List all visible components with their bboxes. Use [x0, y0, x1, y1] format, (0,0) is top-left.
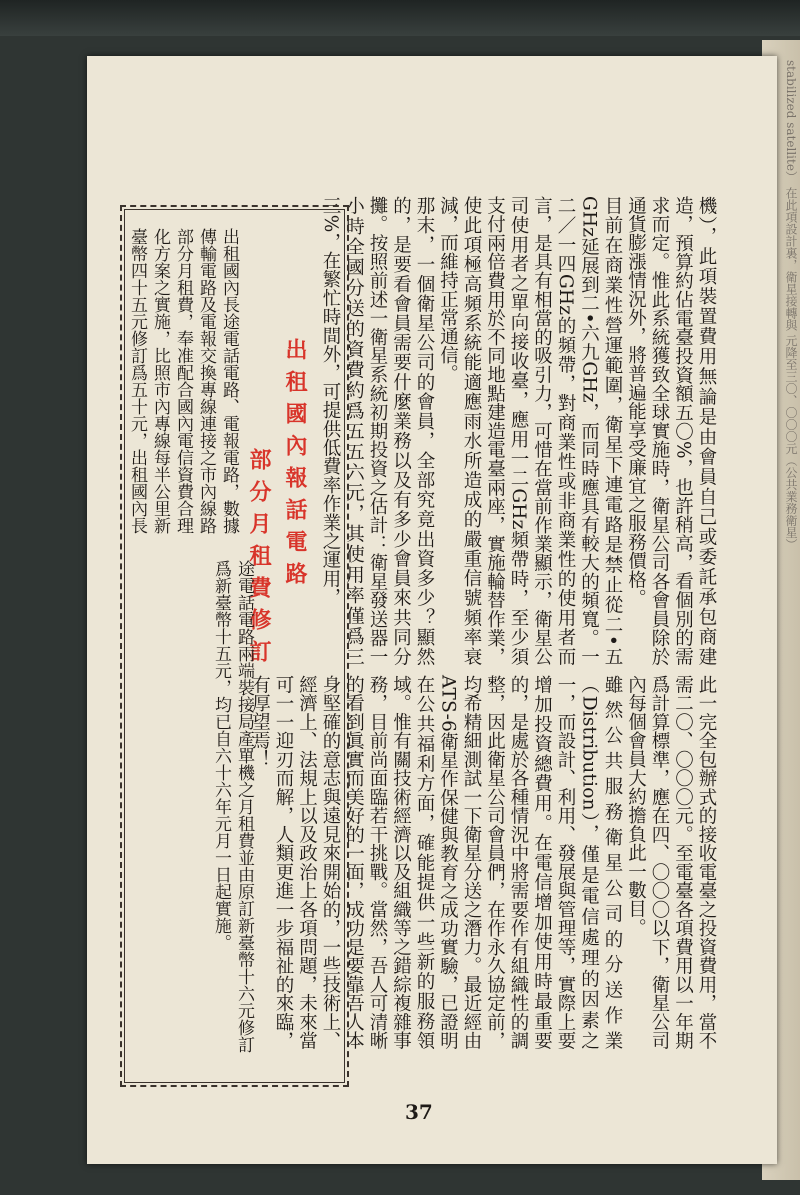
notice-title-line1: 出租國內報話電路: [282, 338, 308, 594]
notice-body-bottom: 途電話電路兩端裝接局產單機之月租費並由原訂新臺幣十六元修訂爲新臺幣十五元，均已自六十六年元月一日起實施。: [211, 560, 254, 1053]
article-text-top: 機），此項裝置費用無論是由會員自己或委託承包商建造，預算約佔電臺投資額五〇%，也許稍高，看個別的需求而定。惟此系統獲致全球實施時，衛星公司各會員除於通貨膨漲情況外，將普遍能享受廉宜之服務價格。 目前在商業性營運範圍，衛星下連電路是禁止從二•五GHz延展到二•六九GHz，而同時應具有較大的頻寬。一二／一四GHz的頻帶，對商業性或非商業性的使用者而言，是具有相當的吸引力，可惜在當前作業顯示，衛星公司使用者之單向接收臺，應用一二GHz頻帶時，至少須支付兩倍費用於不同地點建造電臺兩座，實施輪替作業，使此項極高頻系統能適應雨水所造成的嚴重信號頻率衰減，而維持正常通信。 那末，一個衛星公司的會員，全部究竟出資多少？顯然的，是要看會員需要什麼業務以及有多少會員來共同分攤。按照前述一衛星系統初期投資之估計：衛星發送器一小時全國分送的資費約爲五五六元，其使用率僅爲三三%，在繁忙時間外，可提供低費率作業之運用，: [320, 196, 717, 666]
adjacent-page-text: stabilized satellite） 在此項設計裏，衛星接轉與 元降至三〇、〇〇〇元（公共業務衛星）: [784, 60, 798, 551]
notice-title-line2: 部分月租費修訂: [246, 448, 272, 672]
article-text-bottom: 此一完全包辦式的接收電臺之投資費用，當不需二〇、〇〇〇元。至電臺各項費用以一年期爲計算標準，應在四、〇〇〇以下，衛星公司內每個會員大約擔負此一數目。 雖然公共服務衛星公司的分送作業（Distribution），僅是電信處理的因素之一，而設計、利用、發展與管理等，實際上要增加投資總費用。在電信增加使用時最重要的，是處於各種情況中將需要作有組織性的調整，因此衛星公司會員們，在作永久協定前，均希精細測試一下衛星分送之潛力。最近經由ATS-6衛星作保健與教育之成功實驗，已證明在公共福利方面，確能提供一些新的服務領域。惟有關技術經濟以及組織等之錯綜複雜事務，目前尚面臨若干挑戰。當然，吾人可清晰的看到眞實而美好的一面，成功是要靠吾人本身堅確的意志與遠見來開始的，一些技術上、經濟上、法規上以及政治上各項問題，未來當可一一迎刃而解，人類更進一步福祉的來臨，有厚望焉！: [249, 675, 717, 1050]
page-number: 37: [405, 1100, 433, 1124]
book-spine-top: [0, 0, 800, 36]
notice-body-top: 出租國內長途電話電路、電報電路，數據傳輸電路及電報交換專線連接之市內線路部分月租費，奉准配合國內電信資費合理化方案之實施，比照市內專線每半公里新臺幣四十五元修訂爲五十元，出租國內長: [127, 228, 239, 534]
